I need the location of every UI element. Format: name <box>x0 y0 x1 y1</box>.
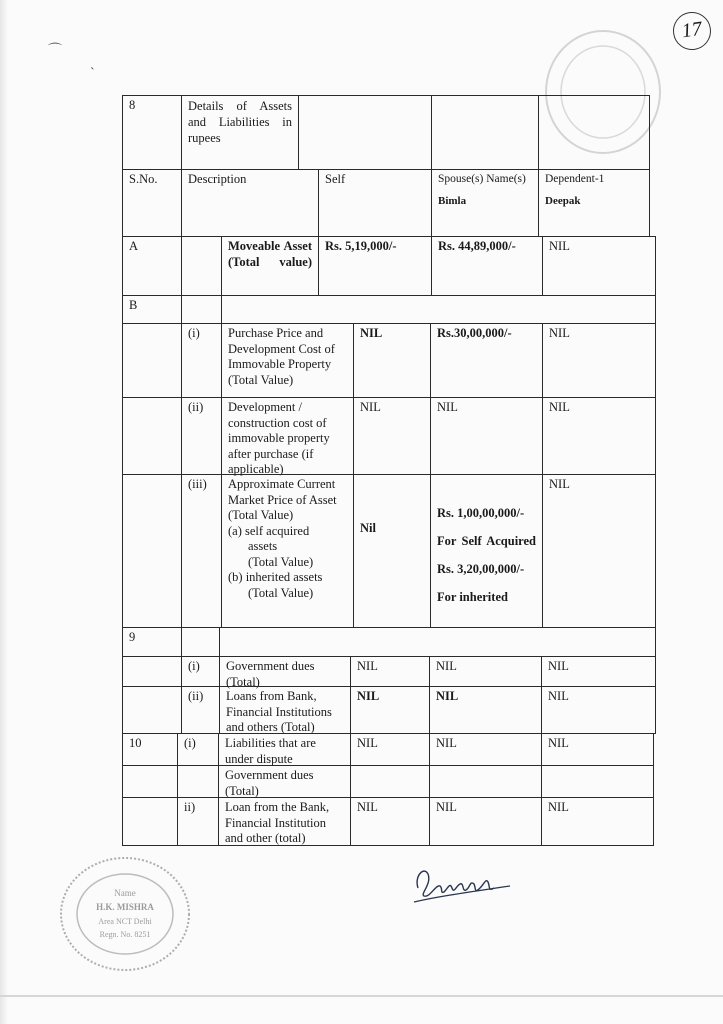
empty-cell <box>298 95 432 170</box>
row-number: (ii) <box>181 686 220 734</box>
disputed-liabilities-spouse: NIL <box>429 733 542 766</box>
col-header-description: Description <box>181 169 319 237</box>
market-price-self: Nil <box>353 474 431 628</box>
purchase-price-description: Purchase Price and Development Cost of Immovable Property (Total Value) <box>221 323 354 398</box>
row-number: (iii) <box>181 474 222 628</box>
svg-text:Area NCT Delhi: Area NCT Delhi <box>98 917 152 926</box>
government-dues-dependent: NIL <box>541 656 656 687</box>
disputed-bank-loan-self: NIL <box>350 797 430 846</box>
desc-line: (Total Value) <box>248 554 314 569</box>
bank-loans-self: NIL <box>350 686 430 734</box>
svg-text:H.K. MISHRA: H.K. MISHRA <box>96 902 154 912</box>
disputed-liabilities-dependent: NIL <box>541 733 654 766</box>
empty-cell <box>219 627 656 657</box>
purchase-price-spouse: Rs.30,00,000/- <box>430 323 543 398</box>
empty-cell <box>122 686 182 734</box>
disputed-bank-loan-dependent: NIL <box>541 797 654 846</box>
disputed-bank-loan-description: Loan from the Bank, Financial Institution and other (total) <box>218 797 351 846</box>
col-header-dependent <box>538 169 650 237</box>
disputed-liabilities-description: Liabilities that are under dispute <box>218 733 351 766</box>
section-label-b: B <box>122 295 182 324</box>
section-label-9: 9 <box>122 627 182 657</box>
bank-loans-spouse: NIL <box>429 686 542 734</box>
dependent-label: Dependent-1 <box>545 173 605 185</box>
moveable-asset-self: Rs. 5,19,000/- <box>318 236 432 296</box>
government-dues-self: NIL <box>350 656 430 687</box>
col-header-self: Self <box>318 169 432 237</box>
section-title: Details of Assets and Liabilities in rupees <box>181 95 299 170</box>
government-dues-description: Government dues (Total) <box>219 656 351 687</box>
svg-text:Regn. No. 8251: Regn. No. 8251 <box>99 930 151 939</box>
empty-cell <box>122 397 182 475</box>
moveable-asset-dependent: NIL <box>542 236 656 296</box>
col-header-sno: S.No. <box>122 169 182 237</box>
desc-line: (b) inherited assets <box>228 570 323 584</box>
row-number <box>177 765 219 798</box>
empty-cell <box>122 474 182 628</box>
desc-line: (Total Value) <box>248 585 314 600</box>
desc-line: (a) self acquired <box>228 523 310 538</box>
spouse-self-acquired-note: For Self Acquired <box>437 534 536 548</box>
purchase-price-self: NIL <box>353 323 431 398</box>
dependent-name: Deepak <box>545 194 581 207</box>
row-number: (i) <box>181 323 222 398</box>
empty-cell <box>181 627 220 657</box>
development-cost-spouse: NIL <box>430 397 543 475</box>
row-number: (i) <box>181 656 220 687</box>
scan-mark: ` <box>90 66 95 81</box>
scan-mark: ⌒ <box>48 44 62 59</box>
spouse-label: Spouse(s) Name(s) <box>438 173 526 185</box>
disputed-gov-dues-description: Government dues (Total) <box>218 765 351 798</box>
col-header-spouse <box>431 169 539 237</box>
empty-cell <box>181 295 222 324</box>
empty-cell <box>122 765 178 798</box>
empty-cell <box>122 323 182 398</box>
disputed-liabilities-self: NIL <box>350 733 430 766</box>
signature <box>410 858 520 908</box>
desc-line: Approximate Current <box>228 477 336 491</box>
sno-cell: 8 <box>122 95 182 170</box>
page-number: 17 <box>671 10 714 53</box>
spouse-self-acquired-amount: Rs. 1,00,00,000/- <box>437 506 525 520</box>
market-price-spouse <box>430 474 543 628</box>
moveable-asset-spouse: Rs. 44,89,000/- <box>431 236 543 296</box>
empty-cell <box>122 797 178 846</box>
bank-loans-description: Loans from Bank, Financial Institutions and others (Total) <box>219 686 351 734</box>
row-number: (i) <box>177 733 219 766</box>
spouse-inherited-amount: Rs. 3,20,00,000/- <box>437 562 525 576</box>
svg-text:Name: Name <box>114 888 136 898</box>
purchase-price-dependent: NIL <box>542 323 656 398</box>
empty-cell <box>221 295 656 324</box>
empty-cell <box>431 95 539 170</box>
scan-edge-shadow <box>0 0 8 1024</box>
bank-loans-dependent: NIL <box>541 686 656 734</box>
market-price-dependent: NIL <box>542 474 656 628</box>
disputed-gov-dues-dependent <box>541 765 654 798</box>
section-label-a: A <box>122 236 182 296</box>
disputed-bank-loan-spouse: NIL <box>429 797 542 846</box>
development-cost-description: Development / construction cost of immovable property after purchase (if applicable) <box>221 397 354 475</box>
row-number: (ii) <box>181 397 222 475</box>
spouse-inherited-note: For inherited <box>437 590 508 604</box>
market-price-description <box>221 474 354 628</box>
disputed-gov-dues-self <box>350 765 430 798</box>
disputed-gov-dues-spouse <box>429 765 542 798</box>
spouse-name: Bimla <box>438 194 467 207</box>
row-number: ii) <box>177 797 219 846</box>
desc-line: (Total Value) <box>228 508 294 522</box>
development-cost-dependent: NIL <box>542 397 656 475</box>
empty-cell <box>181 236 222 296</box>
moveable-asset-description: Moveable Asset (Total value) <box>221 236 319 296</box>
government-dues-spouse: NIL <box>429 656 542 687</box>
desc-line: assets <box>248 539 278 553</box>
section-label-10: 10 <box>122 733 178 766</box>
desc-line: Market Price of Asset <box>228 492 337 507</box>
development-cost-self: NIL <box>353 397 431 475</box>
empty-cell <box>122 656 182 687</box>
page-bottom-edge <box>0 995 723 997</box>
notary-seal <box>55 852 195 976</box>
empty-cell <box>538 95 650 170</box>
